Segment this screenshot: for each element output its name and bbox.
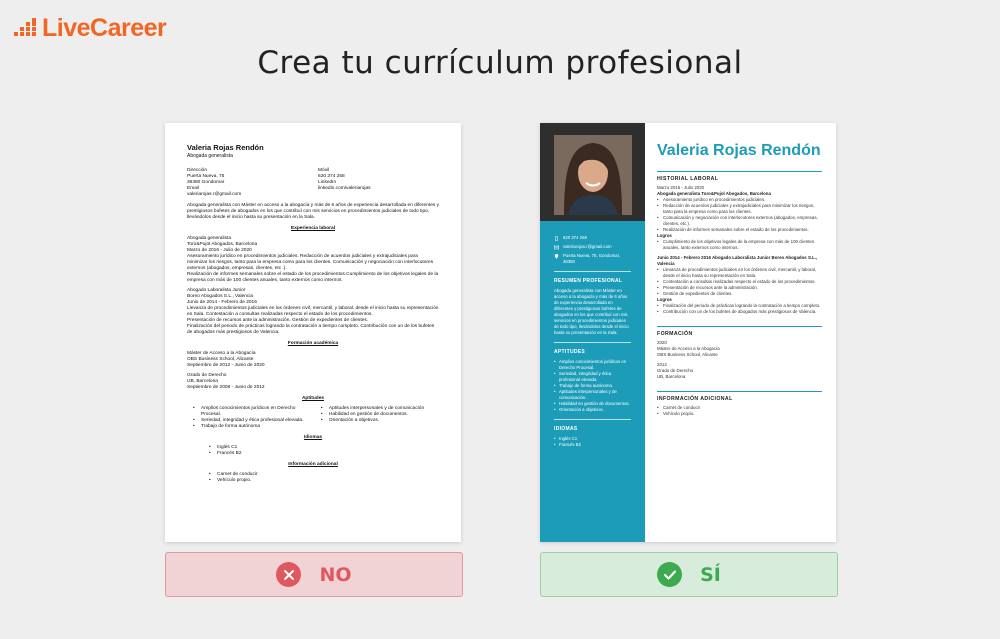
job1-items: [657, 197, 822, 233]
contact-email: [554, 244, 631, 250]
list-item: • Cumplimiento de los objetivos legales de la empresa con más de 100 clientes anuales, tanto externos como internos.: [657, 239, 822, 251]
job2-dates: Junio 2014 - Febrero 2016: [657, 255, 711, 260]
list-item: • Trabajo de forma autónoma.: [554, 383, 631, 389]
job1-achievements-label: Logros: [657, 233, 672, 238]
plain-job-2: Abogado Laboralista Junior Boreo Abogados S.L., Valencia Junio de 2014 - Febrero de 2016 Llevanza de procedimientos judiciales en los órdenes civil, mercantil, y laboral, desde el inicio hasta su representación en Sala. Contestación a consultas realizadas respecto el estado de los procedimientos. Presentación de recursos ante la administración. Gestión de expedientes de clientes. Finalización del periodo de prácticas logrando la contratación a tiempo completo. Contribución con un de los bufetes de abogados más prestigiosos de Valencia.: [187, 288, 439, 335]
plain-resume-preview: [165, 123, 461, 542]
check-circle-icon: [657, 562, 682, 587]
plain-skills-heading: Aptitudes: [301, 396, 325, 401]
plain-title: Abogada generalista: [187, 153, 233, 159]
x-circle-icon: [276, 562, 301, 587]
list-item: • Presentación de recursos ante la administración.: [657, 285, 822, 291]
job1-title: Abogada generalista Toro&Pujol Abogados, Barcelona: [657, 191, 771, 196]
list-item: • Gestión de expedientes de clientes.: [657, 291, 822, 297]
profile-photo: [554, 135, 632, 215]
list-item: • Comunicación y negociación con interlocutores externos (abogados, empresas, clientes, etc.).: [657, 215, 822, 227]
job2-achievements-label: Logros: [657, 297, 672, 302]
contact-phone: [554, 235, 631, 241]
history-heading: HISTORIAL LABORAL: [657, 176, 719, 182]
list-item: • Finalización del periodo de prácticas logrando la contratación a tiempo completo.: [657, 303, 822, 309]
no-badge: [165, 552, 463, 597]
job2-header: [657, 255, 822, 267]
email-text: valeriarojas.r@gmail.com: [563, 244, 612, 249]
list-item: • Orientación a objetivos.: [554, 407, 631, 413]
plain-contact: [187, 168, 439, 198]
plain-skills: [187, 406, 439, 430]
list-item: • Asesoramiento jurídico en procedimientos judiciales.: [657, 197, 822, 203]
phone-text: 620 374 258: [563, 235, 587, 240]
edu1-text: Máster de Acceso a la Abogacía OBS Business School, Alicante: [657, 346, 720, 357]
list-item: • Trabajo de forma autónoma: [193, 424, 311, 430]
contact-line: Móvil: [318, 168, 330, 173]
list-item: • Aptitudes interpersonales y de comunicación.: [554, 389, 631, 401]
list-item: • Seriedad, integridad y ética profesional elevada.: [554, 371, 631, 383]
list-item: • Francés B2: [209, 451, 439, 457]
list-item: • Carnet de conducir: [209, 472, 439, 478]
email-icon: [554, 245, 559, 250]
list-item: • Llevanza de procedimientos judiciales en los órdenes civil, mercantil, y laboral, desde el inicio hasta su representación en Sala.: [657, 267, 822, 279]
plain-additional-heading: Información adicional: [288, 462, 338, 467]
list-item: • Vehículo propio.: [209, 478, 439, 484]
job1-achievements: [657, 239, 822, 251]
list-item: • Orientación a objetivos.: [321, 418, 439, 424]
list-item: • Inglés C1: [554, 436, 631, 442]
plain-contact-left: [187, 168, 308, 198]
list-item: • Amplios conocimientos jurídicos en Derecho Procesal.: [193, 406, 311, 418]
styled-name: Valeria Rojas Rendón: [657, 142, 821, 159]
languages-heading: IDIOMAS: [554, 426, 578, 432]
edu2-text: Grado de Derecho UB, Barcelona: [657, 368, 694, 379]
edu2-year: 2012: [657, 362, 667, 367]
list-item: • Vehículo propio.: [657, 411, 822, 417]
plain-education-heading: Formación académica: [287, 341, 339, 346]
address-text: Puerta Nueva, 75, Gondomar, 36380: [563, 253, 621, 264]
photo-block: [540, 123, 645, 221]
list-item: • Seriedad, integridad y ética profesional elevada.: [193, 418, 311, 424]
additional-heading: INFORMACIÓN ADICIONAL: [657, 396, 733, 402]
plain-edu-2: Grado de Derecho UB, Barcelona Septiembre de 2008 - Junio de 2012: [187, 373, 265, 390]
list-item: • Inglés C1: [209, 445, 439, 451]
plain-job-1: Abogada generalista Toro&Pujol Abogados, Barcelona Marzo de 2016 - Julio de 2020 Asesoramiento jurídico en procedimientos judiciales. Redacción de acuerdos judiciales y extrajudiciales para minimizar los riesgos, tanto para la empresa como para los clientes. Comunicación y negociación con interlocutores externos (abogados, empresas, clientes, etc .). Realización de informes semanales sobre el estado de los procedimientos.Cumplimiento de los objetivos legales de la empresa con más de 100 clientes anuales, tanto externos como internos.: [187, 236, 439, 283]
contact-line: 620 374 258: [318, 174, 345, 179]
list-item: • Carnet de conducir: [657, 405, 822, 411]
contact-line: valeriarojas.r@gmail.com: [187, 192, 242, 197]
plain-languages-heading: Idiomas: [303, 435, 323, 440]
contact-address: [554, 253, 631, 265]
contact-line: Dirección: [187, 168, 207, 173]
plain-name: Valeria Rojas Rendón: [187, 143, 264, 152]
edu1-year: 2020: [657, 340, 667, 345]
list-item: • Amplios conocimientos jurídicos en Derecho Procesal.: [554, 359, 631, 371]
si-badge: [540, 552, 838, 597]
plain-additional: [187, 472, 439, 484]
summary-text: Abogada generalista con Máster en acceso a la abogacía y más de 6 años de experiencia desarrollada en diferentes y prestigiosos bufetes de abogados en los que contribuí con mis servicios en procedimientos judiciales de todo tipo, llevándolos desde el inicio hasta su presentación en la Sala.: [554, 288, 629, 335]
location-pin-icon: [554, 254, 559, 259]
additional-list: [657, 405, 822, 417]
logo-mark-icon: [14, 18, 38, 40]
contact-line: Puerta Nueva, 75: [187, 174, 225, 179]
plain-skills-right: [321, 406, 439, 430]
list-item: • Habilidad en gestión de documentos.: [321, 412, 439, 418]
resume-main: [645, 123, 836, 417]
page-headline: Crea tu currículum profesional: [257, 45, 743, 81]
phone-icon: [554, 236, 559, 241]
education-heading: FORMACIÓN: [657, 331, 693, 337]
skills-list: [554, 359, 631, 413]
plain-skills-left: [193, 406, 311, 430]
plain-contact-right: [318, 168, 439, 198]
list-item: • Aptitudes interpersonales y de comunicación: [321, 406, 439, 412]
job2-title: Abogado Laboralista Junior Boreo Abogados S.L., Valencia: [657, 255, 818, 266]
summary-heading: RESUMEN PROFESIONAL: [554, 278, 623, 284]
resume-sidebar: [540, 123, 645, 542]
list-item: • Contestación a consultas realizadas respecto el estado de los procedimientos.: [657, 279, 822, 285]
plain-edu-1: Máster de Acceso a la Abogacía OBS Business School, Alicante Septiembre de 2012 - Junio de 2020: [187, 351, 265, 368]
job2-achievements: [657, 303, 822, 315]
livecareer-logo[interactable]: [14, 14, 166, 43]
plain-summary: Abogada generalista con Máster en acceso a la abogacía y más de 6 años de experiencia desarrollada en diferentes y prestigiosos bufetes de abogados en los que contribuí con mis servicios en procedimientos judiciales de todo tipo, llevándolos desde el inicio hasta su presentación en la Sala.: [187, 203, 439, 220]
job1-dates: Marzo 2016 - Julio 2020: [657, 185, 705, 190]
plain-experience-heading: Experiencia laboral: [291, 226, 335, 231]
si-label: SÍ: [700, 563, 721, 586]
contact-line: Email: [187, 186, 199, 191]
plain-languages: [187, 445, 439, 457]
job2-items: [657, 267, 822, 297]
list-item: • Redacción de acuerdos judiciales y extrajudiciales para minimizar los riesgos, tanto para la empresa como para los clientes.: [657, 203, 822, 215]
languages-list: [554, 436, 631, 448]
contact-line: LinkedIn: [318, 180, 337, 185]
list-item: • Habilidad en gestión de documentos.: [554, 401, 631, 407]
list-item: • Francés B2: [554, 442, 631, 448]
skills-heading: APTITUDES: [554, 349, 586, 355]
no-label: NO: [319, 563, 352, 586]
styled-resume-preview: [540, 123, 836, 542]
contact-line: 36380 Gondomar: [187, 180, 225, 185]
contact-line: linkedin.com/valeriarojas: [318, 186, 371, 191]
logo-text: LiveCareer: [42, 14, 167, 42]
list-item: • Realización de informes semanales sobre el estado de los procedimientos.: [657, 227, 822, 233]
list-item: • Contribución con un de los bufetes de abogados más prestigiosos de Valencia.: [657, 309, 822, 315]
